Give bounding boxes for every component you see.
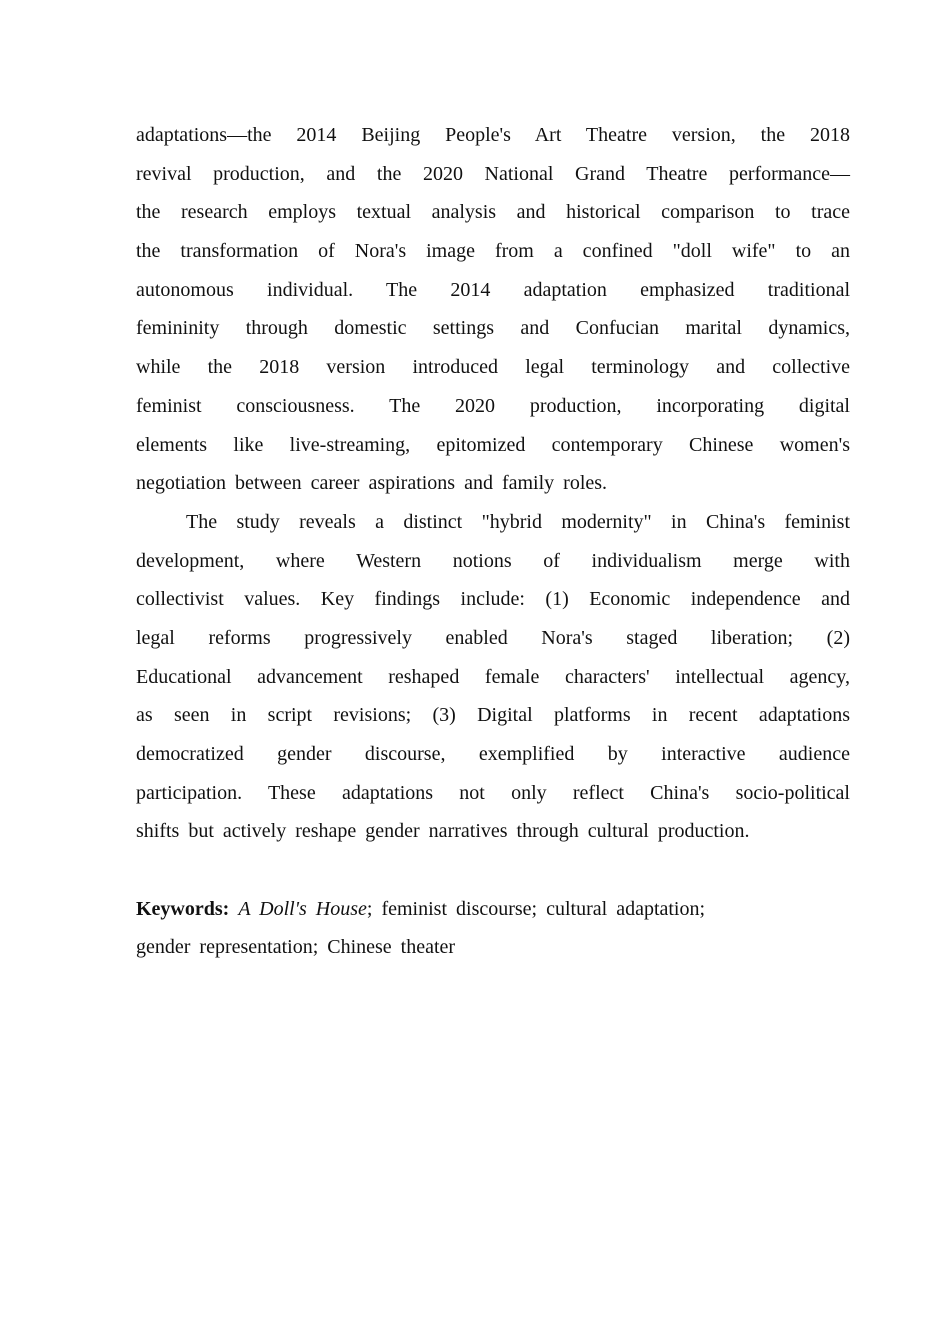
document-page: [136, 116, 850, 967]
keywords-section: [136, 890, 850, 967]
text-line: while the 2018 version introduced legal terminology and collective: [136, 356, 850, 379]
keywords-text: ; feminist discourse; cultural adaptation;: [366, 897, 706, 920]
keywords-title: A Doll's House: [238, 897, 367, 920]
abstract-paragraph-2: [136, 503, 850, 851]
text-line: democratized gender discourse, exemplified by interactive audience: [136, 743, 850, 765]
text-line: revival production, and the 2020 National Grand Theatre performance—: [136, 162, 850, 185]
text-line: negotiation between career aspirations and family roles.: [136, 472, 608, 495]
text-line: collectivist values. Key findings include: (1) Economic independence and: [136, 588, 850, 611]
keywords-label: Keywords:: [136, 897, 230, 920]
keywords-line-1: [136, 890, 850, 929]
abstract-paragraph-1: [136, 116, 850, 503]
text-line: the transformation of Nora's image from a confined "doll wife" to an: [136, 240, 850, 263]
text-line: The study reveals a distinct "hybrid modernity" in China's feminist: [186, 510, 850, 533]
text-line: as seen in script revisions; (3) Digital platforms in recent adaptations: [136, 704, 850, 727]
text-line: autonomous individual. The 2014 adaptation emphasized traditional: [136, 278, 850, 301]
keywords-line-2: gender representation; Chinese theater: [136, 936, 456, 959]
text-line: shifts but actively reshape gender narratives through cultural production.: [136, 820, 750, 843]
text-line: legal reforms progressively enabled Nora's staged liberation; (2): [136, 626, 850, 649]
text-line: development, where Western notions of individualism merge with: [136, 549, 850, 572]
text-line: Educational advancement reshaped female characters' intellectual agency,: [136, 665, 850, 688]
text-line: elements like live-streaming, epitomized contemporary Chinese women's: [136, 433, 850, 456]
text-line: participation. These adaptations not only reflect China's socio-political: [136, 781, 850, 804]
text-line: feminist consciousness. The 2020 production, incorporating digital: [136, 394, 850, 417]
text-line: femininity through domestic settings and Confucian marital dynamics,: [136, 317, 850, 340]
text-line: the research employs textual analysis and historical comparison to trace: [136, 201, 850, 224]
text-line: adaptations—the 2014 Beijing People's Art Theatre version, the 2018: [136, 124, 850, 146]
